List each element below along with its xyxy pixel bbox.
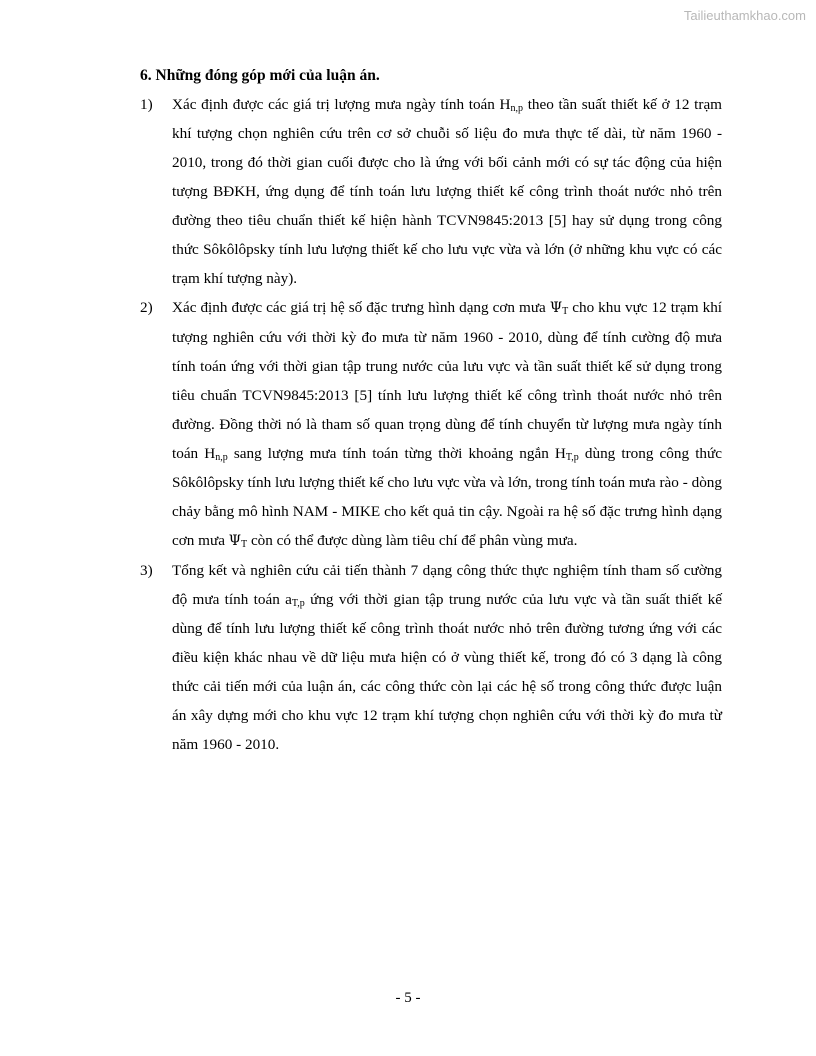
item-number: 2) (140, 299, 153, 316)
text-run: ứng với thời gian tập trung nước của lưu vực và tần suất thiết kế dùng để tính lưu lượng thiết kế công trình thoát nước nhỏ trên đường tương ứng với các điều kiện khác nhau về dữ liệu mưa hiện có ở vùng thiết kế, trong đó có 3 dạng là công thức cải tiến mới của luận án, các công thức còn lại các hệ số trong công thức được luận án xây dựng mới cho khu vực 12 trạm khí tượng chọn nghiên cứu với thời kỳ đo mưa từ năm 1960 - 2010. (172, 591, 722, 753)
subscript: T,p (565, 452, 579, 463)
text-run: Xác định được các giá trị lượng mưa ngày tính toán H (172, 96, 511, 113)
subscript: n,p (510, 103, 524, 114)
list-item-3 (140, 556, 722, 759)
list-item-2 (140, 293, 722, 556)
page-number: - 5 - (395, 990, 421, 1006)
item-text (172, 556, 722, 759)
text-run: cho khu vực 12 trạm khí tượng nghiên cứu với thời kỳ đo mưa từ năm 1960 - 2010, dùng để tính cường độ mưa tính toán ứng với thời gian tập trung nước của lưu vực và tần suất thiết kế sử dụng trong tiêu chuẩn TCVN9845:2013 [5] tính lưu lượng thiết kế công trình thoát nước nhỏ trên đường. Đồng thời nó là tham số quan trọng dùng để tính chuyển từ lượng mưa ngày tính toán H (172, 299, 723, 462)
text-run: theo tần suất thiết kế ở 12 trạm khí tượng chọn nghiên cứu trên cơ sở chuỗi số liệu đo mưa thực tế dài, từ năm 1960 - 2010, trong đó thời gian cuối được cho là ứng với bối cảnh mới có sự tác động của hiện tượng BĐKH, ứng dụng để tính toán lưu lượng thiết kế công trình thoát nước nhỏ trên đường theo tiêu chuẩn thiết kế hiện hành TCVN9845:2013 [5] hay sử dụng trong công thức Sôkôlôpsky tính lưu lượng thiết kế cho lưu vực vừa và lớn (ở những khu vực có các trạm khí tượng này). (172, 96, 722, 287)
page-content (140, 64, 722, 759)
text-run: Xác định được các giá trị hệ số đặc trưng hình dạng cơn mưa (172, 299, 550, 316)
subscript: T (562, 306, 569, 317)
text-run: dùng trong công thức Sôkôlôpsky tính lưu lượng thiết kế cho lưu vực vừa và lớn, trong tính toán mưa rào - dòng chảy bằng mô hình NAM - MIKE cho kết quả tin cậy. Ngoài ra hệ số đặc trưng hình dạng cơn mưa (172, 445, 722, 549)
watermark: Tailieuthamkhao.com (683, 8, 806, 23)
subscript: T (241, 539, 248, 550)
item-number: 1) (140, 96, 153, 113)
text-run: sang lượng mưa tính toán từng thời khoảng ngắn H (227, 445, 566, 462)
item-text (172, 293, 722, 556)
item-text (172, 90, 722, 293)
subscript: T,p (291, 598, 305, 609)
text-run: còn có thể được dùng làm tiêu chí để phân vùng mưa. (247, 532, 578, 549)
psi-symbol: Ψ (549, 300, 563, 316)
list-item-1 (140, 90, 722, 293)
item-number: 3) (140, 562, 153, 579)
psi-symbol: Ψ (228, 533, 242, 549)
section-title: 6. Những đóng góp mới của luận án. (140, 67, 380, 84)
subscript: n,p (215, 452, 228, 463)
text-run: Tổng kết và nghiên cứu cải tiến thành 7 dạng công thức thực nghiệm tính tham số cường độ mưa tính toán a (172, 562, 722, 608)
